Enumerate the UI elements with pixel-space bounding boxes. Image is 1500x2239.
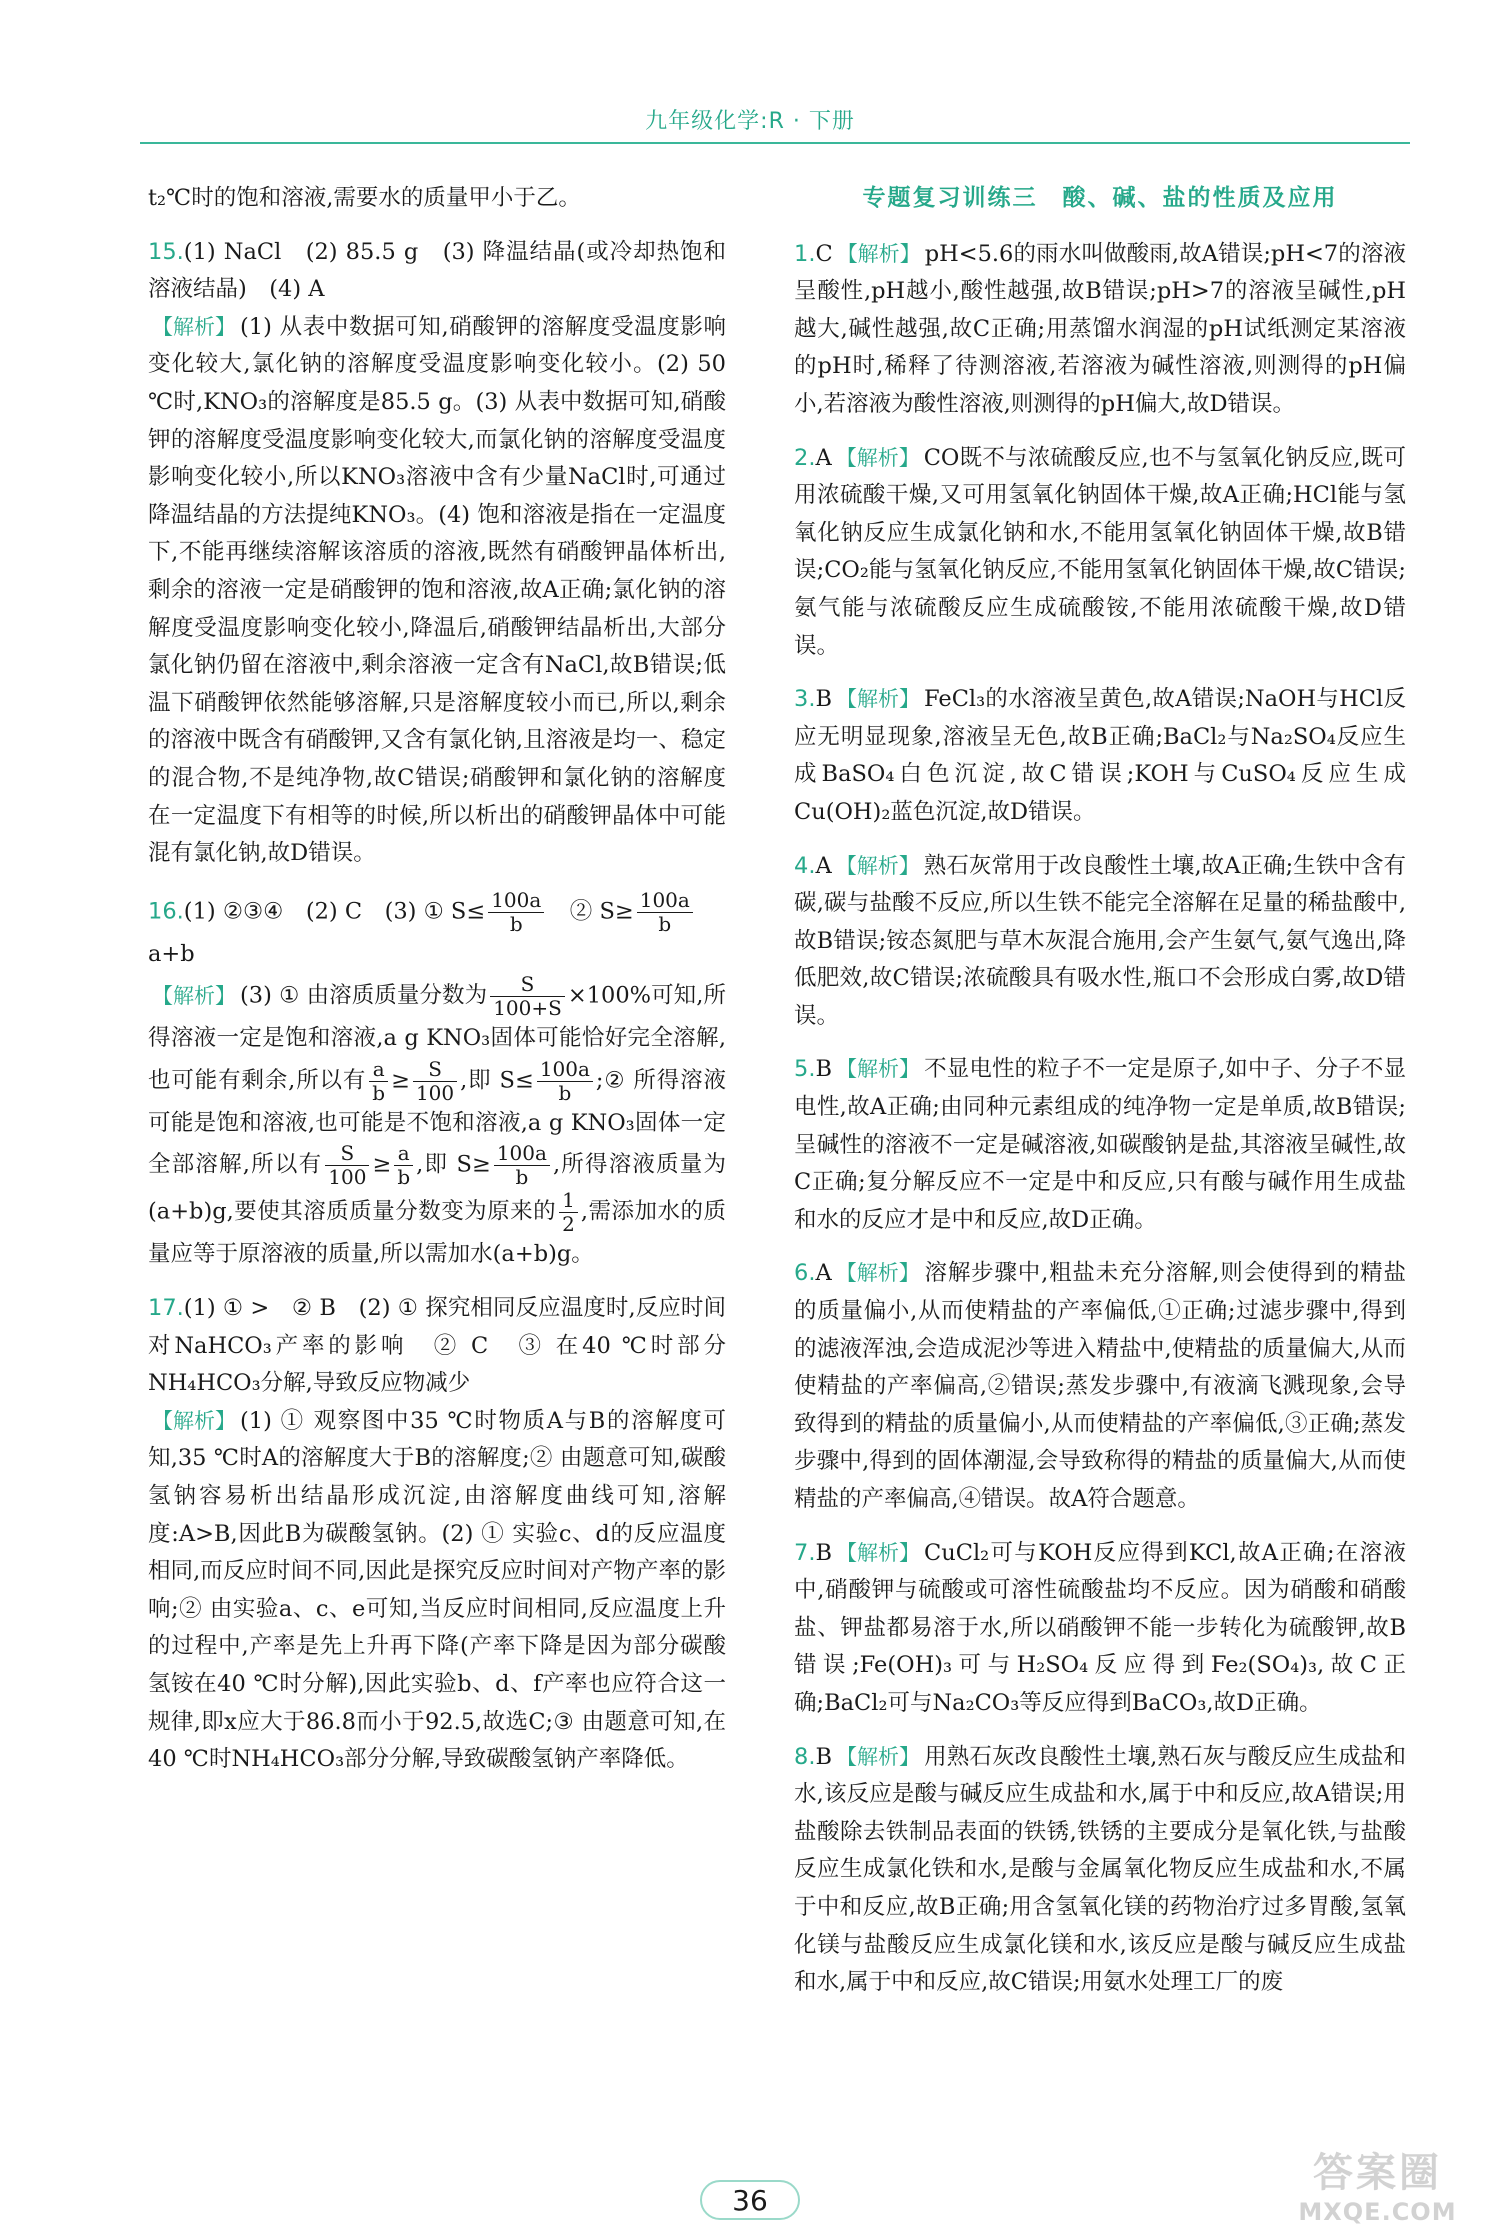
item-number: 2. bbox=[794, 444, 816, 471]
watermark-logo bbox=[1275, 2149, 1480, 2231]
answer-item bbox=[794, 1255, 1406, 1518]
answer-item bbox=[794, 1535, 1406, 1723]
analysis-text: ≥ bbox=[391, 1067, 410, 1094]
question-number: 15. bbox=[148, 238, 184, 265]
watermark-url: MXQE.COM bbox=[1298, 2198, 1457, 2226]
item-number: 3. bbox=[794, 686, 816, 713]
analysis-text: ,所得溶液质量为(a+b)g,要使其溶质质量分数变为原来的 bbox=[148, 1151, 727, 1225]
analysis-text: FeCl₃的水溶液呈黄色,故A错误;NaOH与HCl反应无明显现象,溶液呈无色,故B正确;BaCl₂与Na₂SO₄反应生成BaSO₄白色沉淀,故C错误;KOH与CuSO₄反应生成Cu(OH)₂蓝色沉淀,故D错误。 bbox=[794, 686, 1406, 825]
analysis-label: 【解析】 bbox=[836, 1057, 921, 1082]
answer-item bbox=[794, 681, 1406, 831]
page-number: 36 bbox=[732, 2184, 768, 2217]
analysis-text: CO既不与浓硫酸反应,也不与氢氧化钠反应,既可用浓硫酸干燥,又可用氢氧化钠固体干燥,故A正确;HCl能与氢氧化钠反应生成氯化钠和水,不能用氢氧化钠固体干燥,故B错误;CO₂能与氢氧化钠反应,不能用氢氧化钠固体干燥,故C错误;氨气能与浓硫酸反应生成硫酸铵,不能用浓硫酸干燥,故D错误。 bbox=[794, 444, 1406, 659]
watermark-text: 答案圈 bbox=[1313, 2150, 1442, 2196]
running-header: 九年级化学:R · 下册 bbox=[645, 109, 855, 134]
item-answer: A bbox=[815, 852, 832, 879]
analysis-label: 【解析】 bbox=[836, 241, 921, 266]
analysis-text: (3) ① 由溶质质量分数为 bbox=[240, 982, 488, 1009]
analysis-text: 熟石灰常用于改良酸性土壤,故A正确;生铁中含有碳,碳与盐酸不反应,所以生铁不能完全溶解在足量的稀盐酸中,故B错误;铵态氮肥与草木灰混合施用,会产生氨气,氨气逸出,降低肥效,故C错误;浓硫酸具有吸水性,瓶口不会形成白雾,故D错误。 bbox=[794, 852, 1406, 1029]
item-number: 4. bbox=[794, 852, 816, 879]
analysis-text: ×100%可知,所得溶液一定是饱和溶液,a g KNO₃固体可能恰好完全溶解,也可能有剩余,所以有 bbox=[148, 982, 726, 1094]
fraction-1-over-2: $\frac{1}{2}$ bbox=[559, 1189, 578, 1236]
answer-item bbox=[794, 236, 1406, 424]
question-15 bbox=[148, 234, 726, 873]
item-number: 6. bbox=[794, 1260, 816, 1287]
answer-text: (1) NaCl (2) 85.5 g (3) 降温结晶(或冷却热饱和溶液结晶) (4) A bbox=[148, 238, 726, 303]
analysis-label: 【解析】 bbox=[835, 445, 920, 470]
answer-part-2: ② S≥ bbox=[547, 898, 634, 925]
header-rule bbox=[140, 142, 1410, 144]
question-number: 16. bbox=[148, 898, 184, 925]
analysis-text: 不显电性的粒子不一定是原子,如中子、分子不显电性,故A正确;由同种元素组成的纯净物一定是单质,故B错误;呈碱性的溶液不一定是碱溶液,如碳酸钠是盐,其溶液呈碱性,故C正确;复分解反应不一定是中和反应,只有酸与碱作用生成盐和水的反应才是中和反应,故D正确。 bbox=[794, 1056, 1406, 1233]
item-number: 7. bbox=[794, 1539, 816, 1566]
answer-item bbox=[794, 1739, 1406, 2002]
right-column bbox=[794, 180, 1406, 2018]
analysis-text: ;② 所得溶液可能是饱和溶液,也可能是不饱和溶液,a g KNO₃固体一定全部溶解,所以有 bbox=[148, 1067, 727, 1178]
fraction-s-over-100: $\frac{S}{100}$ bbox=[413, 1058, 457, 1105]
fraction-s-over-100-plus-s: $\frac{S}{100+S}$ bbox=[490, 973, 565, 1020]
analysis-text: ,即 S≤ bbox=[460, 1067, 534, 1094]
fraction-100a-over-b: $\frac{100a}{b}$ bbox=[637, 889, 693, 936]
continued-text bbox=[148, 180, 726, 218]
question-17 bbox=[148, 1290, 726, 1779]
answer-item bbox=[794, 848, 1406, 1036]
item-answer: A bbox=[815, 1260, 832, 1287]
item-answer: B bbox=[815, 1056, 833, 1083]
item-answer: A bbox=[815, 444, 832, 471]
item-number: 1. bbox=[794, 240, 816, 267]
analysis-text: ,需添加水的质量应等于原溶液的质量,所以需加水(a+b)g。 bbox=[148, 1198, 726, 1268]
analysis-text: 溶解步骤中,粗盐未充分溶解,则会使得到的精盐的质量偏小,从而使精盐的产率偏低,①正确;过滤步骤中,得到的滤液浑浊,会造成泥沙等进入精盐中,使精盐的质量偏大,从而使精盐的产率偏高,②错误;蒸发步骤中,有液滴飞溅现象,会导致得到的精盐的质量偏小,从而使精盐的产率偏低,③正确;蒸发步骤中,得到的固体潮湿,会导致称得的精盐的质量偏大,从而使精盐的产率偏高,④错误。故A符合题意。 bbox=[794, 1260, 1406, 1512]
analysis-label: 【解析】 bbox=[152, 314, 236, 339]
fraction-a-over-b: $\frac{a}{b}$ bbox=[394, 1142, 413, 1189]
item-number: 8. bbox=[794, 1743, 816, 1770]
analysis-text: (1) 从表中数据可知,硝酸钾的溶解度受温度影响变化较大,氯化钠的溶解度受温度影响变化较小。(2) 50 ℃时,KNO₃的溶解度是85.5 g。(3) 从表中数据可知,硝酸钾的溶解度受温度影响变化较大,而氯化钠的溶解度受温度影响变化较小,所以KNO₃溶液中含有少量NaCl时,可通过降温结晶的方法提纯KNO₃。(4) 饱和溶液是指在一定温度下,不能再继续溶解该溶质的溶液,既然有硝酸钾晶体析出,剩余的溶液一定是硝酸钾的饱和溶液,故A正确;氯化钠的溶解度受温度影响变化较小,降温后,硝酸钾结晶析出,大部分氯化钠仍留在溶液中,剩余溶液一定含有NaCl,故B错误;低温下硝酸钾依然能够溶解,只是溶解度较小而已,所以,剩余的溶液中既含有硝酸钾,又含有氯化钠,且溶液是均一、稳定的混合物,不是纯净物,故C错误;硝酸钾和氯化钠的溶解度在一定温度下有相等的时候,所以析出的硝酸钾晶体中可能混有氯化钠,故D错误。 bbox=[148, 313, 726, 867]
question-number: 17. bbox=[148, 1295, 184, 1322]
analysis-label: 【解析】 bbox=[152, 1408, 236, 1433]
analysis-label: 【解析】 bbox=[836, 1744, 921, 1769]
fraction-100a-over-b: $\frac{100a}{b}$ bbox=[537, 1058, 593, 1105]
section-title: 专题复习训练三 酸、碱、盐的性质及应用 bbox=[862, 185, 1338, 211]
analysis-label: 【解析】 bbox=[835, 853, 920, 878]
analysis-label: 【解析】 bbox=[836, 1540, 921, 1565]
continued-text-body: t₂℃时的饱和溶液,需要水的质量甲小于乙。 bbox=[148, 185, 581, 211]
fraction-100a-over-b: $\frac{100a}{b}$ bbox=[494, 1142, 550, 1189]
item-answer: B bbox=[815, 686, 833, 713]
analysis-text: ,即 S≥ bbox=[416, 1151, 491, 1178]
analysis-text: CuCl₂可与KOH反应得到KCl,故A正确;在溶液中,硝酸钾与硫酸或可溶性硫酸盐均不反应。因为硝酸和硝酸盐、钾盐都易溶于水,所以硝酸钾不能一步转化为硫酸钾,故B错误;Fe(OH)₃可与H₂SO₄反应得到Fe₂(SO₄)₃,故C正确;BaCl₂可与Na₂CO₃等反应得到BaCO₃,故D正确。 bbox=[794, 1539, 1406, 1716]
answer-item bbox=[794, 1051, 1406, 1239]
analysis-text: 用熟石灰改良酸性土壤,熟石灰与酸反应生成盐和水,该反应是酸与碱反应生成盐和水,属于中和反应,故A错误;用盐酸除去铁制品表面的铁锈,铁锈的主要成分是氧化铁,与盐酸反应生成氯化铁和水,是酸与金属氧化物反应生成盐和水,不属于中和反应,故B正确;用含氢氧化镁的药物治疗过多胃酸,氢氧化镁与盐酸反应生成氯化镁和水,该反应是酸与碱反应生成盐和水,属于中和反应,故C错误;用氨水处理工厂的废 bbox=[794, 1743, 1406, 1996]
analysis-text: ≥ bbox=[372, 1151, 392, 1178]
left-column bbox=[148, 180, 726, 1795]
answer-text: (1) ① > ② B (2) ① 探究相同反应温度时,反应时间对NaHCO₃产率的影响 ② C ③ 在40 ℃时部分NH₄HCO₃分解,导致反应物减少 bbox=[148, 1295, 726, 1397]
analysis-text: (1) ① 观察图中35 ℃时物质A与B的溶解度可知,35 ℃时A的溶解度大于B的溶解度;② 由题意可知,碳酸氢钠容易析出结晶形成沉淀,由溶解度曲线可知,溶解度:A>B,因此B为碳酸氢钠。(2) ① 实验c、d的反应温度相同,而反应时间不同,因此是探究反应时间对产物产率的影响;② 由实验a、c、e可知,当反应时间相同,反应温度上升的过程中,产率是先上升再下降(产率下降是因为部分碳酸氢铵在40 ℃时分解),因此实验b、d、f产率也应符合这一规律,即x应大于86.8而小于92.5,故选C;③ 由题意可知,在40 ℃时NH₄HCO₃部分分解,导致碳酸氢钠产率降低。 bbox=[148, 1407, 726, 1773]
answer-list bbox=[794, 236, 1406, 2002]
answer-part-3: a+b bbox=[148, 940, 195, 967]
analysis-label: 【解析】 bbox=[835, 1261, 920, 1286]
analysis-label: 【解析】 bbox=[836, 687, 921, 712]
item-answer: B bbox=[815, 1539, 833, 1566]
item-number: 5. bbox=[794, 1056, 816, 1083]
fraction-100a-over-b: $\frac{100a}{b}$ bbox=[488, 889, 544, 936]
question-16 bbox=[148, 889, 726, 1274]
item-answer: B bbox=[815, 1743, 833, 1770]
item-answer: C bbox=[815, 240, 833, 267]
fraction-a-over-b: $\frac{a}{b}$ bbox=[369, 1058, 388, 1105]
fraction-s-over-100: $\frac{S}{100}$ bbox=[325, 1142, 369, 1189]
answer-item bbox=[794, 440, 1406, 666]
analysis-label: 【解析】 bbox=[152, 983, 236, 1008]
analysis-text: pH<5.6的雨水叫做酸雨,故A错误;pH<7的溶液呈酸性,pH越小,酸性越强,故B错误;pH>7的溶液呈碱性,pH越大,碱性越强,故C正确;用蒸馏水润湿的pH试纸测定某溶液的pH时,稀释了待测溶液,若溶液为碱性溶液,则测得的pH偏小,若溶液为酸性溶液,则测得的pH偏大,故D错误。 bbox=[794, 240, 1406, 417]
answer-part-1: (1) ②③④ (2) C (3) ① S≤ bbox=[183, 898, 486, 925]
